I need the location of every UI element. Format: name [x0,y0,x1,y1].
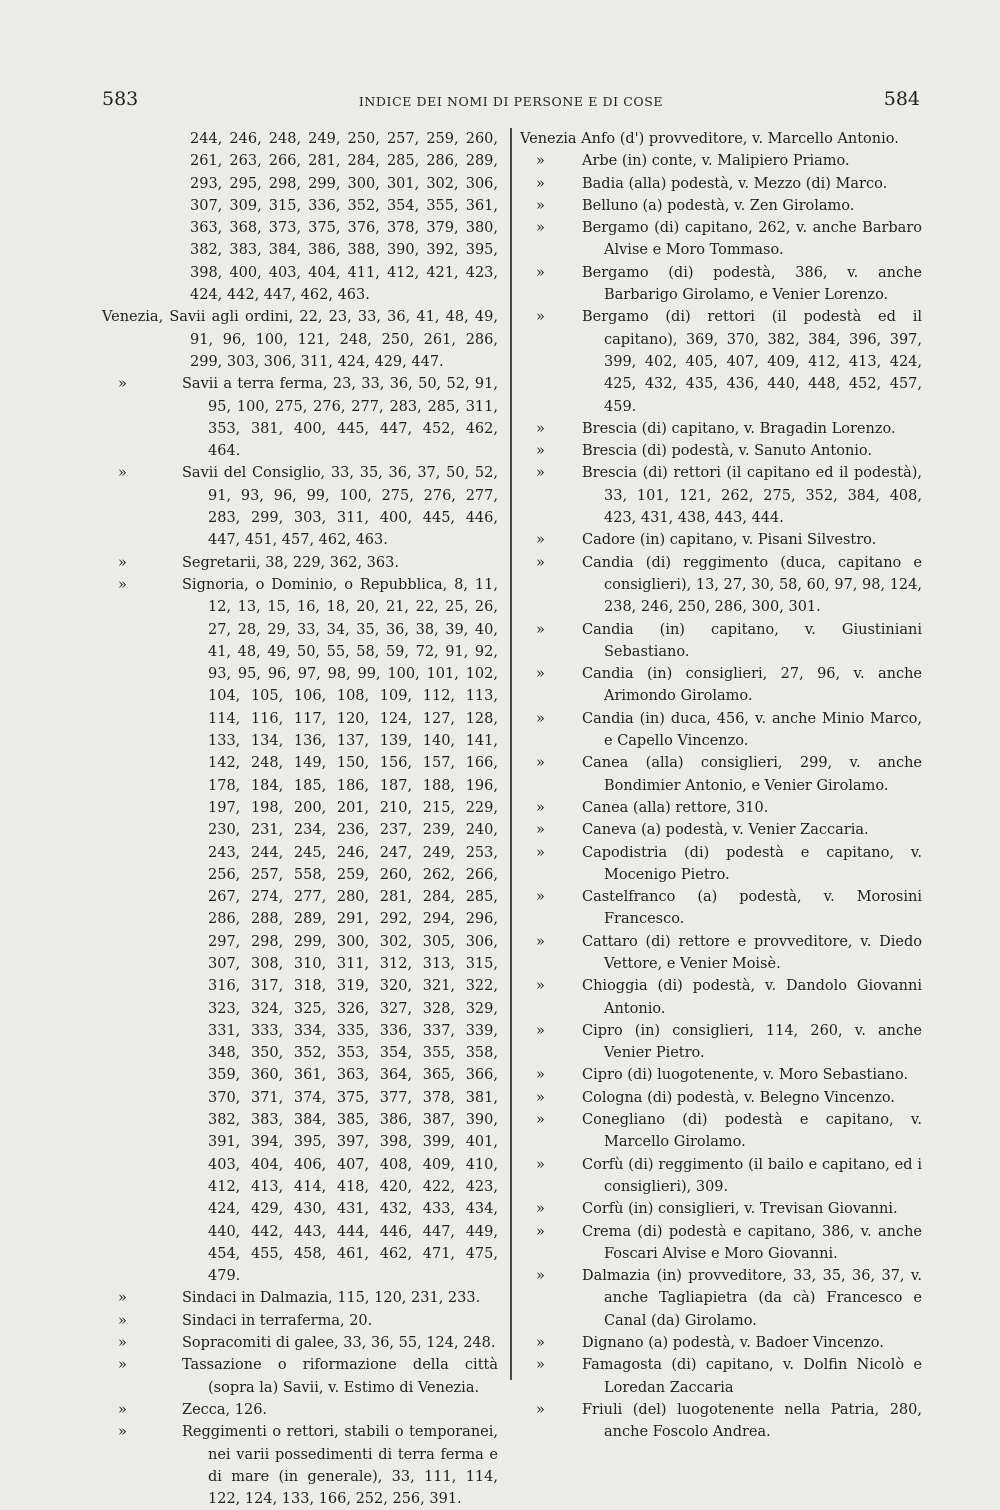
index-entry [520,1332,922,1354]
ditto-mark: » [536,197,545,214]
ditto-mark: » [536,844,545,861]
index-entry [520,819,922,841]
index-entry [520,1399,922,1444]
entry-text: Candia (di) reggimento (duca, capitano e consiglieri), 13, 27, 30, 58, 60, 97, 98, 124, 238, 246, 250, 286, 300, 301. [582,554,922,616]
index-entry [102,1310,498,1332]
page-number-right: 584 [883,88,920,110]
entry-text: Sopracomiti di galee, 33, 36, 55, 124, 248. [182,1335,496,1352]
entry-text: Arbe (in) conte, v. Malipiero Priamo. [582,153,850,170]
index-entry [520,842,922,887]
ditto-mark: » [118,465,127,482]
entry-text: 244, 246, 248, 249, 250, 257, 259, 260, 261, 263, 266, 281, 284, 285, 286, 289, 293, 295, 298, 299, 300, 301, 302, 306, 307, 309, 315, 336, 352, 354, 355, 361, 363, 368, 373, 375, 376, 378, 379, 380, 382, 383, 384, 386, 388, 390, 392, 395, 398, 400, 403, 404, 411, 412, 421, 423, 424, 442, 447, 462, 463. [190,131,498,304]
index-entry [102,128,498,306]
index-entry [102,574,498,1288]
entry-text: Cattaro (di) rettore e provveditore, v. Diedo Vettore, e Venier Moisè. [582,933,922,972]
ditto-mark: » [536,1223,545,1240]
index-entry [520,708,922,753]
entry-text: Sindaci in terraferma, 20. [182,1312,373,1329]
index-entry [520,1109,922,1154]
index-entry [520,1020,922,1065]
entry-text: Cipro (di) luogotenente, v. Moro Sebastiano. [582,1067,909,1084]
entry-text: Savii del Consiglio, 33, 35, 36, 37, 50, 52, 91, 93, 96, 99, 100, 275, 276, 277, 283, 299, 303, 311, 400, 445, 446, 447, 451, 457, 462, 463. [182,465,498,549]
index-entry [102,1399,498,1421]
entry-text: Capodistria (di) podestà e capitano, v. Mocenigo Pietro. [582,844,922,883]
entry-text: Castelfranco (a) podestà, v. Morosini Francesco. [582,889,922,928]
index-entry [102,373,498,462]
index-entry [102,1332,498,1354]
ditto-mark: » [536,420,545,437]
entry-text: Canea (alla) consiglieri, 299, v. anche Bondimier Antonio, e Venier Girolamo. [582,755,922,794]
index-entry [520,1354,922,1399]
entry-text: Reggimenti o rettori, stabili o temporanei, nei varii possedimenti di terra ferma e di mare (in generale), 33, 111, 114, 122, 124, 133, 166, 252, 256, 391. [182,1424,498,1508]
ditto-mark: » [536,1335,545,1352]
ditto-mark: » [536,1022,545,1039]
index-entry [520,752,922,797]
index-entry [520,1198,922,1220]
ditto-mark: » [536,978,545,995]
entry-text: Sindaci in Dalmazia, 115, 120, 231, 233. [182,1290,481,1307]
entry-text: Crema (di) podestà e capitano, 386, v. anche Foscari Alvise e Moro Giovanni. [582,1223,922,1262]
entry-text: Zecca, 126. [182,1401,268,1418]
entry-text: Canea (alla) rettore, 310. [582,799,769,816]
ditto-mark: » [118,1424,127,1441]
index-entry [520,150,922,172]
ditto-mark: » [536,621,545,638]
entry-text: Candia (in) duca, 456, v. anche Minio Marco, e Capello Vincenzo. [582,710,922,750]
ditto-mark: » [118,1290,127,1307]
index-entry [520,1221,922,1266]
index-entry [520,195,922,217]
entry-text: Dalmazia (in) provveditore, 33, 35, 36, 37, v. anche Tagliapietra (da cà) Francesco e Canal (da) Girolamo. [582,1268,922,1329]
index-entry [520,797,922,819]
left-column [102,128,498,1510]
ditto-mark: » [536,799,545,816]
entry-text: Candia (in) consiglieri, 27, 96, v. anche Arimondo Girolamo. [582,666,922,705]
ditto-mark: » [118,1312,127,1329]
entry-text: Segretarii, 38, 229, 362, 363. [182,554,399,571]
ditto-mark: » [536,309,545,326]
ditto-mark: » [536,889,545,906]
ditto-mark: » [536,1201,545,1218]
index-entry [520,128,922,150]
index-entry [520,663,922,708]
ditto-mark: » [536,532,545,549]
ditto-mark: » [536,1268,545,1285]
ditto-mark: » [118,576,127,593]
entry-text: Caneva (a) podestà, v. Venier Zaccaria. [582,822,869,839]
entry-text: Venezia Anfo (d') provveditore, v. Marcello Antonio. [520,131,899,147]
index-entry [520,529,922,551]
entry-text: Brescia (di) podestà, v. Sanuto Antonio. [582,443,873,460]
index-entry [520,418,922,440]
ditto-mark: » [118,1335,127,1352]
index-entry [520,1064,922,1086]
ditto-mark: » [536,1156,545,1173]
ditto-mark: » [536,1067,545,1084]
index-entry [520,262,922,307]
ditto-mark: » [536,443,545,460]
index-entry [102,552,498,574]
entry-text: Tassazione o riformazione della città (sopra la) Savii, v. Estimo di Venezia. [182,1357,498,1396]
ditto-mark: » [536,175,545,192]
index-entry [520,462,922,529]
entry-text: Savii a terra ferma, 23, 33, 36, 50, 52, 91, 95, 100, 275, 276, 277, 283, 285, 311, 353, 381, 400, 445, 447, 452, 462, 464. [182,376,498,460]
entry-text: Brescia (di) capitano, v. Bragadin Lorenzo. [582,420,896,437]
entry-text: Bergamo (di) podestà, 386, v. anche Barbarigo Girolamo, e Venier Lorenzo. [582,264,922,304]
entry-text: Bergamo (di) rettori (il podestà ed il capitano), 369, 370, 382, 384, 396, 397, 399, 402, 405, 407, 409, 412, 413, 424, 425, 432, 435, 436, 440, 448, 452, 457, 459. [582,309,922,415]
ditto-mark: » [536,465,545,482]
index-entry [102,1354,498,1399]
index-entry [520,440,922,462]
entry-text: Corfù (di) reggimento (il bailo e capitano, ed i consiglieri), 309. [582,1156,922,1195]
ditto-mark: » [536,1089,545,1106]
index-entry [102,306,498,373]
entry-text: Chioggia (di) podestà, v. Dandolo Giovanni Antonio. [582,978,922,1017]
entry-text: Friuli (del) luogotenente nella Patria, 280, anche Foscolo Andrea. [582,1401,922,1441]
index-entry [520,1154,922,1199]
entry-text: Conegliano (di) podestà e capitano, v. Marcello Girolamo. [582,1112,922,1151]
ditto-mark: » [536,822,545,839]
page-header [102,88,920,118]
ditto-mark: » [536,1401,545,1418]
ditto-mark: » [118,1357,127,1374]
index-entry [102,1421,498,1510]
index-entry [520,886,922,931]
entry-text: Cipro (in) consiglieri, 114, 260, v. anche Venier Pietro. [582,1022,922,1062]
ditto-mark: » [118,376,127,393]
ditto-mark: » [536,264,545,281]
entry-text: Bergamo (di) capitano, 262, v. anche Barbaro Alvise e Moro Tommaso. [582,220,922,259]
index-entry [520,217,922,262]
right-column [520,128,922,1444]
entry-text: Brescia (di) rettori (il capitano ed il podestà), 33, 101, 121, 262, 275, 352, 384, 408, 423, 431, 438, 443, 444. [582,465,922,527]
entry-text: Corfù (in) consiglieri, v. Trevisan Giovanni. [582,1201,898,1218]
index-entry [520,173,922,195]
ditto-mark: » [118,1401,127,1418]
entry-text: Badia (alla) podestà, v. Mezzo (di) Marco. [582,175,888,192]
ditto-mark: » [118,554,127,571]
index-entry [520,931,922,976]
ditto-mark: » [536,153,545,170]
ditto-mark: » [536,666,545,683]
index-entry [520,1265,922,1332]
running-title: INDICE DEI NOMI DI PERSONE E DI COSE [358,94,664,109]
entry-text: Candia (in) capitano, v. Giustiniani Sebastiano. [582,621,922,660]
entry-text: Dignano (a) podestà, v. Badoer Vincenzo. [582,1335,884,1352]
index-entry [520,975,922,1020]
ditto-mark: » [536,220,545,237]
entry-text: Venezia, Savii agli ordini, 22, 23, 33, 36, 41, 48, 49, 91, 96, 100, 121, 248, 250, 261, 286, 299, 303, 306, 311, 424, 429, 447. [102,309,498,370]
page-number-left: 583 [102,88,139,110]
ditto-mark: » [536,1357,545,1374]
column-divider [510,128,512,1380]
entry-text: Signoria, o Dominio, o Repubblica, 8, 11, 12, 13, 15, 16, 18, 20, 21, 22, 25, 26, 27, 28, 29, 33, 34, 35, 36, 38, 39, 40, 41, 48, 49, 50, 55, 58, 59, 72, 91, 92, 93, 95, 96, 97, 98, 99, 100, 101, 102, 104, 105, 106, 108, 109, 112, 113, 114, 116, 117, 120, 124, 127, 128, 133, 134, 136, 137, 139, 140, 141, 142, 248, 149, 150, 156, 157, 166, 178, 184, 185, 186, 187, 188, 196, 197, 198, 200, 201, 210, 215, 229, 230, 231, 234, 236, 237, 239, 240, 243, 244, 245, 246, 247, 249, 253, 256, 257, 558, 259, 260, 262, 266, 267, 274, 277, 280, 281, 284, 285, 286, 288, 289, 291, 292, 294, 296, 297, 298, 299, 300, 302, 305, 306, 307, 308, 310, 311, 312, 313, 315, 316, 317, 318, 319, 320, 321, 322, 323, 324, 325, 326, 327, 328, 329, 331, 333, 334, 335, 336, 337, 339, 348, 350, 352, 353, 354, 355, 358, 359, 360, 361, 363, 364, 365, 366, 370, 371, 374, 375, 377, 378, 381, 382, 383, 384, 385, 386, 387, 390, 391, 394, 395, 397, 398, 399, 401, 403, 404, 406, 407, 408, 409, 410, 412, 413, 414, 418, 420, 422, 423, 424, 429, 430, 431, 432, 433, 434, 440, 442, 443, 444, 446, 447, 449, 454, 455, 458, 461, 462, 471, 475, 479. [182,576,498,1285]
ditto-mark: » [536,933,545,950]
ditto-mark: » [536,1112,545,1129]
ditto-mark: » [536,554,545,571]
entry-text: Belluno (a) podestà, v. Zen Girolamo. [582,197,855,214]
entry-text: Famagosta (di) capitano, v. Dolfin Nicolò e Loredan Zaccaria [582,1357,922,1396]
ditto-mark: » [536,755,545,772]
index-entry [520,1087,922,1109]
ditto-mark: » [536,710,545,727]
index-entry [102,1287,498,1309]
index-entry [520,306,922,417]
index-entry [520,619,922,664]
index-entry [102,462,498,551]
entry-text: Cologna (di) podestà, v. Belegno Vincenzo. [582,1089,895,1106]
entry-text: Cadore (in) capitano, v. Pisani Silvestro. [582,532,877,549]
index-entry [520,552,922,619]
